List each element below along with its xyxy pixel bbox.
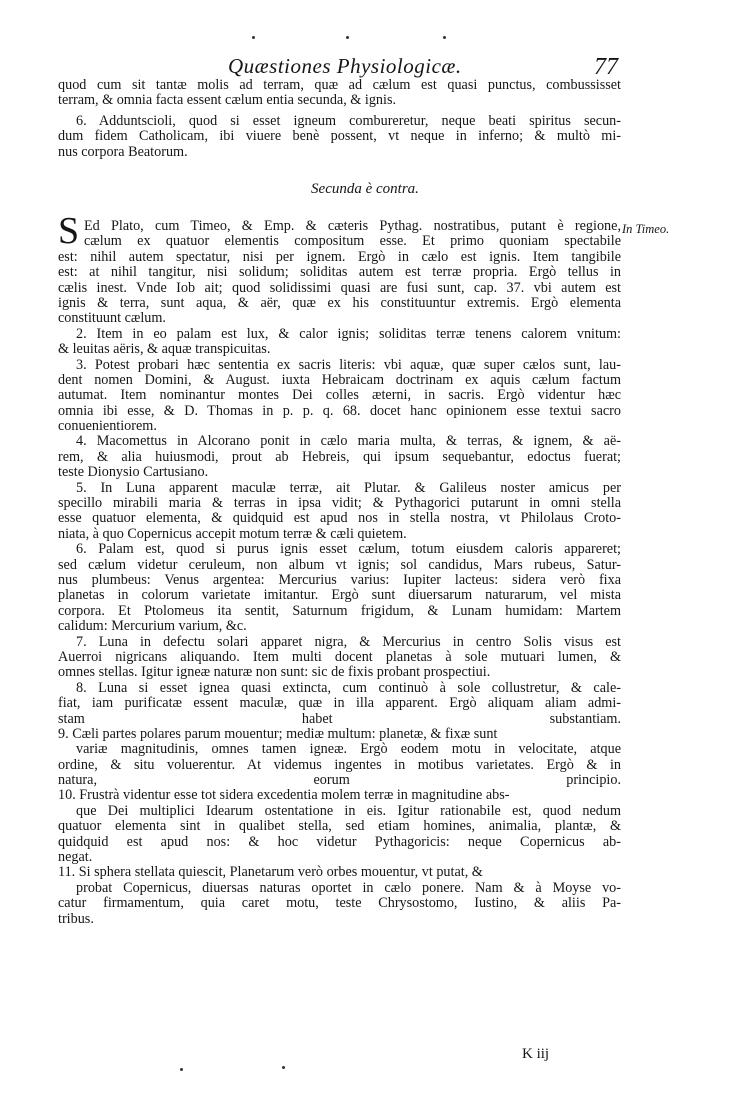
text-line: rem, & alia huiusmodi, prout ab Hebreis, qui ipsum sequebantur, edoctus fuerat; <box>58 449 621 465</box>
text-line: autumat. Item nominantur montes Dei colles æterni, in sacris. Ergò videntur hæc <box>58 388 621 404</box>
text-line: omnes stellas. Igitur igneæ naturæ non sunt: sic de fixis probant prospectiui. <box>58 665 491 681</box>
text-line: catur firmamentum, quia caret motu, teste Chrysostomo, Iustino, & aliis Pa- <box>58 896 621 912</box>
ink-speck <box>282 1066 285 1069</box>
text-line: stam habet substantiam. <box>58 711 621 727</box>
text-line: planetas in colorum varietate imitantur. Ergò sunt diuersarum naturarum, vel mista <box>58 588 621 604</box>
drop-cap-initial: S <box>58 210 80 252</box>
text-line: 6. Adduntscioli, quod si esset igneum combureretur, neque beati spiritus secun- <box>76 114 621 129</box>
text-line: nus plumbeus: Venus argentea: Mercurius varius: Iupiter lacteus: sidera verò fixa <box>58 572 621 588</box>
text-line: 5. In Luna apparent maculæ terræ, ait Plutar. & Galileus noster amicus per <box>76 480 621 496</box>
text-line: esse quatuor elementa, & quidquid est apud nos in stella nostra, vt Philolaus Croto- <box>58 511 621 527</box>
item-6-paragraph <box>58 114 621 160</box>
text-line: probat Copernicus, diuersas naturas oportet in cælo ponere. Nam & à Moyse vo- <box>76 880 621 896</box>
text-line: natura, eorum principio. <box>58 773 621 789</box>
text-line: 8. Luna si esset ignea quasi extincta, cum continuò à sole collustretur, & cale- <box>76 680 621 696</box>
text-line: corpora. Et Ptolomeus ita sentit, Saturnum frigidum, & Lunam humidam: Martem <box>58 603 621 619</box>
text-line: nus corpora Beatorum. <box>58 144 188 160</box>
text-line: 6. Palam est, quod si purus ignis esset cælum, totum eiusdem caloris appareret; <box>76 542 621 558</box>
text-line: 7. Luna in defectu solari apparet nigra, & Mercurius in centro Solis visus est <box>76 634 621 650</box>
text-line: dum fidem Catholicam, ibi viuere benè possent, vt neque in inferno; & multò mi- <box>58 129 621 145</box>
text-line: 2. Item in eo palam est lux, & calor ignis; soliditas terræ tenens calorem vnitum: <box>76 326 621 342</box>
ink-speck <box>443 36 446 39</box>
text-line: constituunt cælum. <box>58 311 166 327</box>
text-line: & leuitas aëris, & aquæ transpicuitas. <box>58 342 271 358</box>
text-line: specillo mirabili maria & terras in ipsa vidit; & Pythagorici putarunt in omni stella <box>58 496 621 512</box>
text-line: sed cælum videtur ceruleum, non album vt ignis; sol candidus, Mars rubeus, Satur- <box>58 557 621 573</box>
ink-speck <box>180 1068 183 1071</box>
text-line: conuenientiorem. <box>58 419 157 435</box>
text-line: cælum ex quatuor elementis compositum esse. Et primo quoniam spectabile <box>84 234 621 250</box>
text-line: omnia ibi esse, & D. Thomas in p. p. q. 68. docet hanc opinionem esse textui sacro <box>58 403 621 419</box>
margin-note: In Timeo. <box>622 222 670 236</box>
section-heading: Secunda è contra. <box>311 181 419 197</box>
text-line: quidquid est apud nos: & hoc videtur Pythagoricis: neque Copernicus ab- <box>58 834 621 850</box>
running-title: Quæstiones Physiologicæ. <box>228 54 462 78</box>
text-line: teste Dionysio Cartusiano. <box>58 465 209 481</box>
text-line: ordine, & situ voluerentur. At videmus ingentes in motibus varietates. Ergò & in <box>58 757 621 773</box>
text-line: 4. Macomettus in Alcorano ponit in cælo maria multa, & terras, & ignem, & aë- <box>76 434 621 450</box>
ink-speck <box>346 36 349 39</box>
text-line: cælis inest. Vnde Iob ait; quod solidissimi quasi are fusi sunt, cap. 37. vbi autem est <box>58 280 621 296</box>
text-line: Auerroi nigricans aliquando. Item multi docent planetas à sole mutuari lumen, & <box>58 649 621 665</box>
text-line: negat. <box>58 850 93 866</box>
signature-mark: K iij <box>522 1046 550 1062</box>
text-line: niata, à quo Copernicus accepit motum terræ & cæli quietem. <box>58 526 407 542</box>
text-line: calidum: Mercurium varium, &c. <box>58 619 247 635</box>
text-line: quod cum sit tantæ molis ad terram, quæ ad cælum est quasi punctus, combussisset <box>58 78 621 93</box>
text-line: est: nihil autem spectatur, nisi per ignem. Ergò in cælo est ignis. Item tangibile <box>58 249 621 265</box>
text-line: que Dei multiplici Idearum ostentatione in eis. Igitur rationabile est, quod nedum <box>76 803 621 819</box>
text-line: dent nomen Domini, & August. iuxta Hebraicam doctrinam ex aquis cælum factum <box>58 372 621 388</box>
text-line: tribus. <box>58 911 94 927</box>
text-line: 10. Frustrà videntur esse tot sidera excedentia molem terræ in magnitudine abs- <box>58 788 510 804</box>
ink-speck <box>252 36 255 39</box>
main-text <box>58 219 621 927</box>
text-line: quatuor elementa sint in qualibet stella, sed etiam homines, animalia, plantæ, & <box>58 819 621 835</box>
text-line: est: at nihil tangitur, nisi solidum; soliditas autem est terræ propria. Ergò tellus in <box>58 265 621 281</box>
text-line: Ed Plato, cum Timeo, & Emp. & cæteris Pythag. nostratibus, putant è regione, <box>84 219 621 234</box>
top-paragraph <box>58 78 621 109</box>
text-line: ignis & terra, sunt aqua, & aër, quæ ex his constituuntur extremis. Ergò elementa <box>58 295 621 311</box>
text-line: terram, & omnia facta essent cælum entia secunda, & ignis. <box>58 93 397 109</box>
text-line: variæ magnitudinis, omnes tamen igneæ. Ergò eodem motu in velocitate, atque <box>76 742 621 758</box>
text-line: 9. Cæli partes polares parum mouentur; mediæ multum: planetæ, & fixæ sunt <box>58 726 498 742</box>
text-line: 11. Si sphera stellata quiescit, Planetarum verò orbes mouentur, vt putat, & <box>58 865 483 881</box>
text-line: 3. Potest probari hæc sententia ex sacris literis: vbi aquæ, quæ super cælos sunt, lau- <box>76 357 621 373</box>
text-line: fiat, iam purificatæ essent maculæ, quæ in illa apparent. Ergò aliquam aliam admi- <box>58 696 621 712</box>
page-number: 77 <box>594 54 618 80</box>
